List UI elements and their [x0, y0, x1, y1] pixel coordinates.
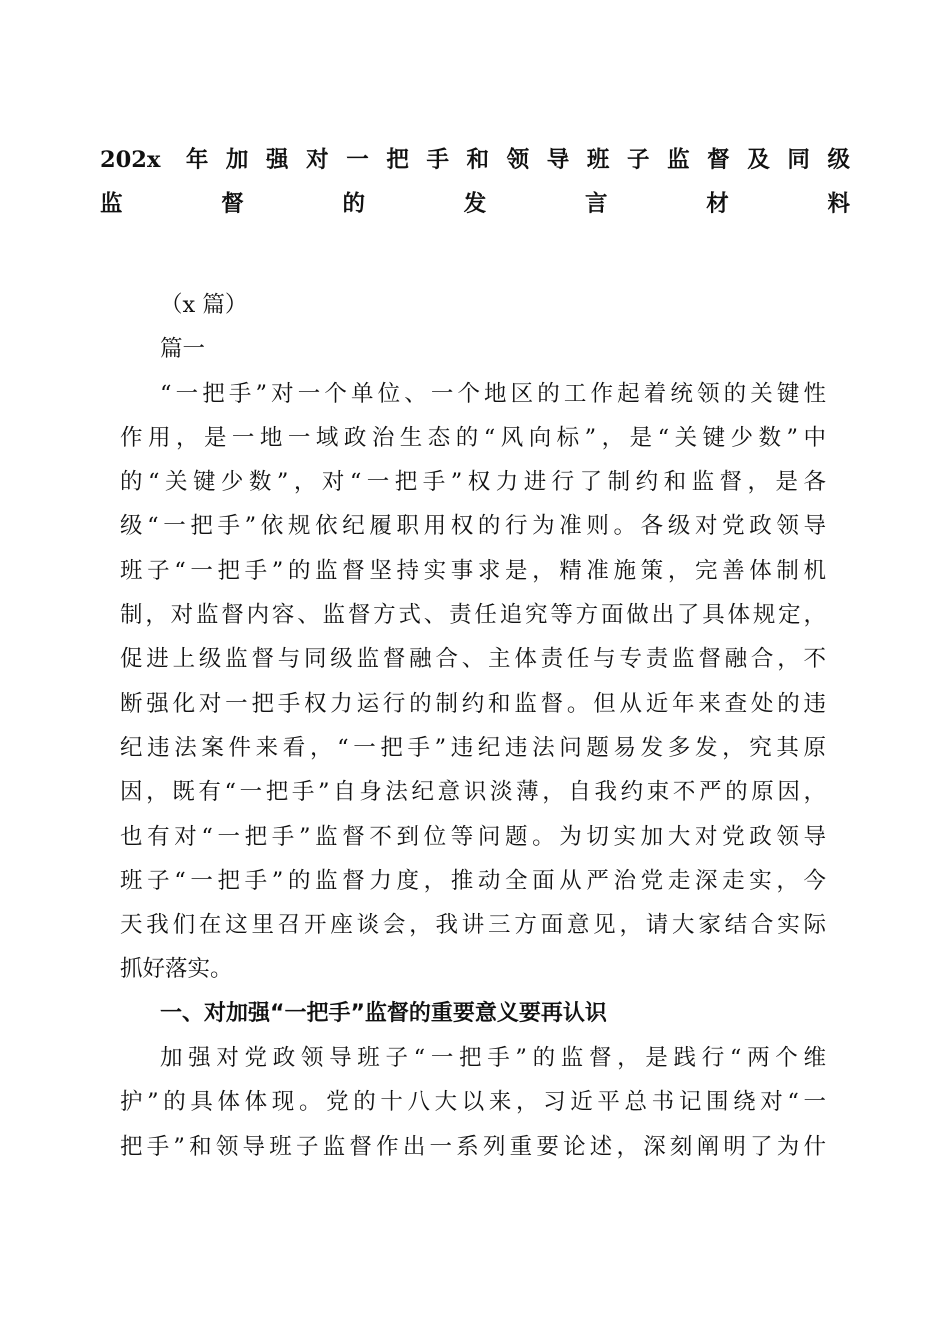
paragraph-1: [120, 372, 826, 992]
section-heading-1: 一、对加强“一把手”监督的重要意义要再认识: [160, 1000, 607, 1026]
paragraph-line: 作用，是一地一域政治生态的“风向标”，是“关键少数”中: [120, 424, 826, 451]
paragraph-line: 级“一把手”依规依纪履职用权的行为准则。各级对党政领导: [120, 513, 826, 540]
paragraph-line: 抓好落实。: [120, 956, 233, 983]
document-title: [100, 138, 850, 227]
paragraph-line: 班子“一把手”的监督力度，推动全面从严治党走深走实，今: [120, 867, 826, 894]
title-line-1: 202x 年加强对一把手和领导班子监督及同级: [100, 147, 850, 173]
paragraph-line: 加强对党政领导班子“一把手”的监督，是践行“两个维: [160, 1045, 826, 1072]
paragraph-line: 班子“一把手”的监督坚持实事求是，精准施策，完善体制机: [120, 557, 826, 584]
paragraph-line: 断强化对一把手权力运行的制约和监督。但从近年来查处的违: [120, 690, 826, 717]
paragraph-2: [120, 1036, 826, 1169]
paragraph-line: “一把手”对一个单位、一个地区的工作起着统领的关键性: [160, 380, 826, 407]
paragraph-line: 护”的具体体现。党的十八大以来，习近平总书记围绕对“一: [120, 1089, 826, 1116]
paragraph-line: 因，既有“一把手”自身法纪意识淡薄，自我约束不严的原因，: [120, 779, 826, 806]
document-body: [120, 283, 826, 1169]
paragraph-line: 天我们在这里召开座谈会，我讲三方面意见，请大家结合实际: [120, 912, 826, 939]
paragraph-line: 的“关键少数”，对“一把手”权力进行了制约和监督，是各: [120, 469, 826, 496]
paragraph-line: 纪违法案件来看，“一把手”违纪违法问题易发多发，究其原: [120, 734, 826, 761]
subtitle: （x 篇）: [160, 292, 248, 318]
paragraph-line: 把手”和领导班子监督作出一系列重要论述，深刻阐明了为什: [120, 1133, 826, 1160]
paragraph-line: 促进上级监督与同级监督融合、主体责任与专责监督融合，不: [120, 646, 826, 673]
title-line-2: 监督的发言材料: [100, 191, 850, 218]
paragraph-line: 也有对“一把手”监督不到位等问题。为切实加大对党政领导: [120, 823, 826, 850]
paragraph-line: 制，对监督内容、监督方式、责任追究等方面做出了具体规定，: [120, 602, 826, 629]
section-label: 篇一: [160, 336, 206, 363]
